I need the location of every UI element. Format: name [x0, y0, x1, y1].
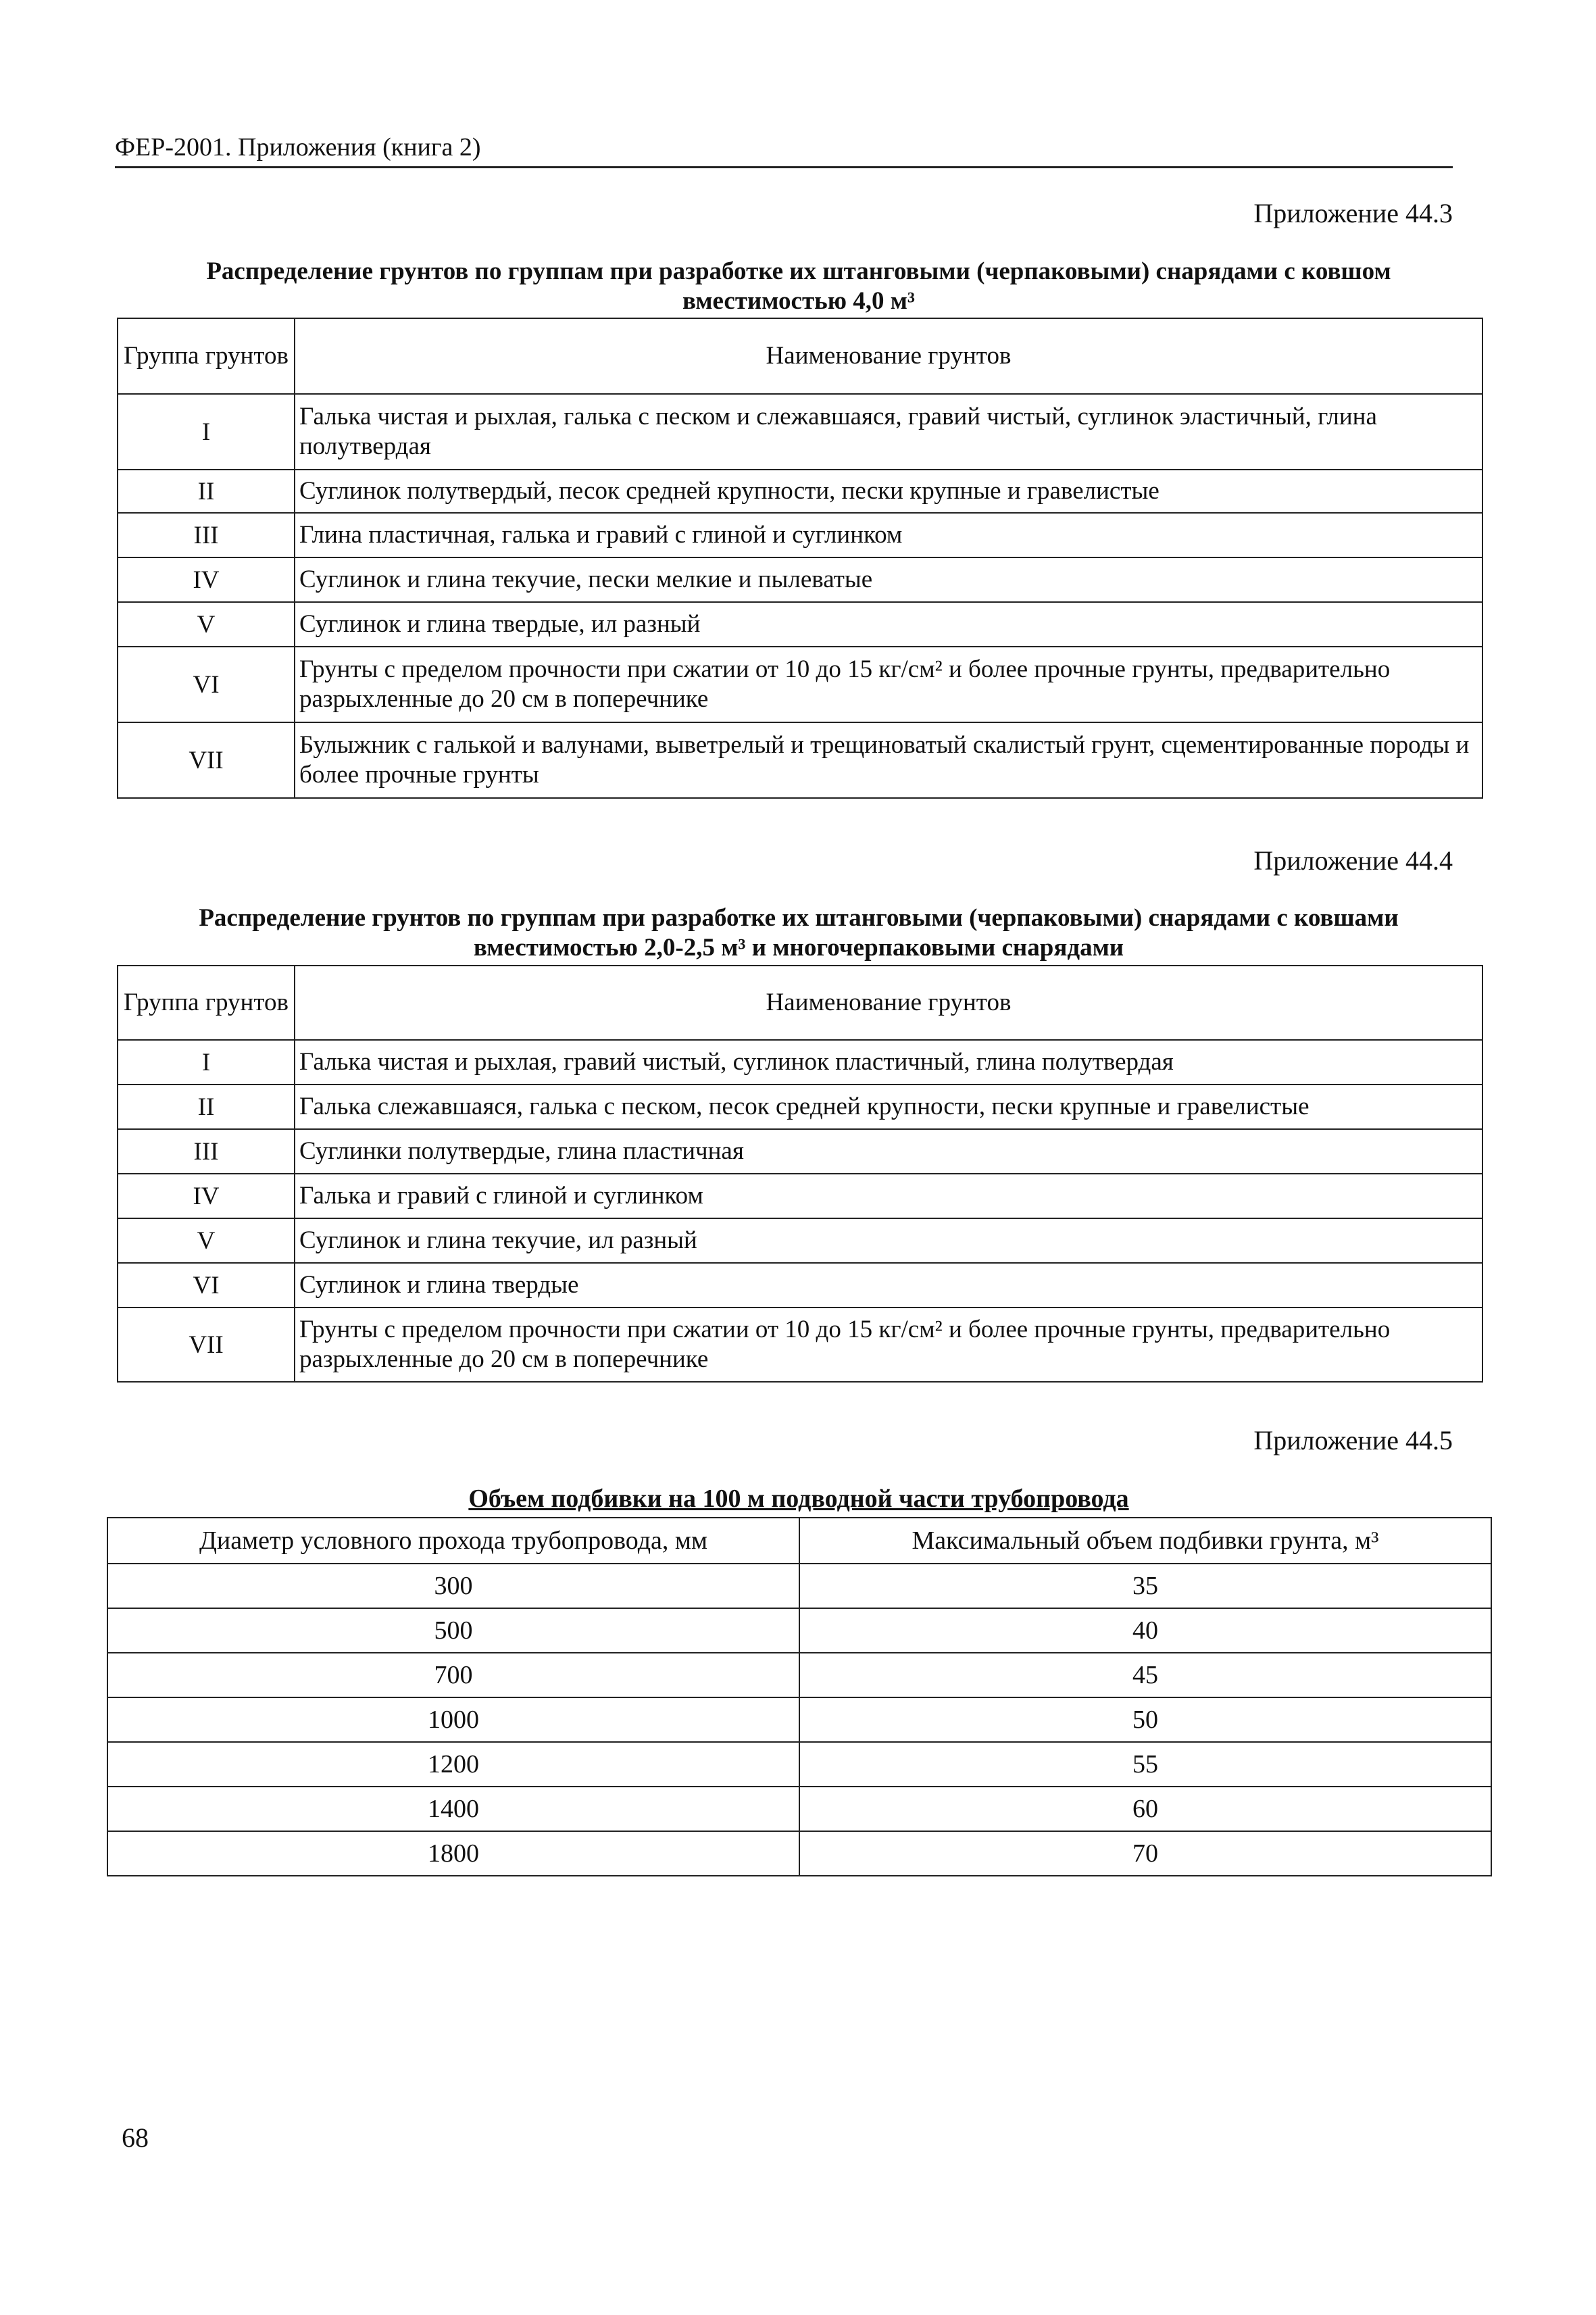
group-cell: II	[118, 1085, 295, 1129]
table-row	[107, 1608, 1491, 1653]
appendix-44-5-title: Объем подбивки на 100 м подводной части трубопровода	[468, 1485, 1129, 1513]
col-header-diameter: Диаметр условного прохода трубопровода, мм	[107, 1518, 799, 1564]
table-row	[118, 602, 1482, 647]
volume-cell: 50	[799, 1697, 1491, 1742]
group-cell: VII	[118, 1308, 295, 1382]
group-cell: I	[118, 394, 295, 470]
group-cell: V	[118, 1218, 295, 1263]
col-header-group: Группа грунтов	[118, 966, 295, 1040]
title-line-1: Распределение грунтов по группам при разработке их штанговыми (черпаковыми) снарядами с ковшами	[199, 904, 1399, 932]
soil-name-cell: Суглинок и глина текучие, пески мелкие и пылеватые	[295, 557, 1482, 602]
soil-name-cell: Глина пластичная, галька и гравий с глиной и суглинком	[295, 513, 1482, 557]
diameter-cell: 1800	[107, 1831, 799, 1876]
soil-name-cell: Галька чистая и рыхлая, галька с песком и слежавшаяся, гравий чистый, суглинок эластичный, глина полутвердая	[295, 394, 1482, 470]
appendix-44-4-label: Приложение 44.4	[1253, 845, 1453, 876]
table-row	[118, 1263, 1482, 1308]
col-header-name: Наименование грунтов	[295, 318, 1482, 394]
table-row	[118, 1129, 1482, 1174]
soil-name-cell: Галька слежавшаяся, галька с песком, песок средней крупности, пески крупные и гравелистые	[295, 1085, 1482, 1129]
group-cell: VII	[118, 722, 295, 798]
group-cell: III	[118, 513, 295, 557]
soil-name-cell: Суглинок и глина твердые, ил разный	[295, 602, 1482, 647]
soil-name-cell: Галька чистая и рыхлая, гравий чистый, суглинок пластичный, глина полутвердая	[295, 1040, 1482, 1085]
table-row	[118, 722, 1482, 798]
appendix-44-5-label: Приложение 44.5	[1253, 1425, 1453, 1455]
title-line-2: вместимостью 4,0 м³	[682, 287, 916, 315]
group-cell: IV	[118, 557, 295, 602]
group-cell: IV	[118, 1174, 295, 1218]
table-row	[107, 1697, 1491, 1742]
diameter-cell: 700	[107, 1653, 799, 1697]
table-row	[118, 1174, 1482, 1218]
table-row	[107, 1653, 1491, 1697]
title-line-1: Распределение грунтов по группам при разработке их штанговыми (черпаковыми) снарядами с ковшом	[206, 257, 1391, 285]
running-header: ФЕР-2001. Приложения (книга 2)	[115, 132, 1453, 168]
diameter-cell: 300	[107, 1564, 799, 1608]
soil-name-cell: Суглинок и глина твердые	[295, 1263, 1482, 1308]
soil-groups-table-44-3	[117, 318, 1483, 799]
appendix-44-4-title	[115, 903, 1482, 963]
table-row	[107, 1742, 1491, 1787]
col-header-group: Группа грунтов	[118, 318, 295, 394]
volume-cell: 55	[799, 1742, 1491, 1787]
table-row	[118, 1040, 1482, 1085]
soil-name-cell: Суглинок полутвердый, песок средней крупности, пески крупные и гравелистые	[295, 470, 1482, 513]
volume-cell: 70	[799, 1831, 1491, 1876]
soil-name-cell: Галька и гравий с глиной и суглинком	[295, 1174, 1482, 1218]
soil-name-cell: Суглинок и глина текучие, ил разный	[295, 1218, 1482, 1263]
table-row	[118, 513, 1482, 557]
table-row	[107, 1564, 1491, 1608]
col-header-volume: Максимальный объем подбивки грунта, м³	[799, 1518, 1491, 1564]
soil-name-cell: Грунты с пределом прочности при сжатии от 10 до 15 кг/см² и более прочные грунты, предварительно разрыхленные до 20 см в поперечнике	[295, 1308, 1482, 1382]
title-line-2: вместимостью 2,0-2,5 м³ и многочерпаковыми снарядами	[473, 934, 1124, 962]
group-cell: II	[118, 470, 295, 513]
volume-cell: 35	[799, 1564, 1491, 1608]
group-cell: I	[118, 1040, 295, 1085]
diameter-cell: 1200	[107, 1742, 799, 1787]
group-cell: VI	[118, 647, 295, 722]
table-row	[107, 1787, 1491, 1831]
appendix-44-3-label: Приложение 44.3	[1253, 198, 1453, 228]
soil-name-cell: Суглинки полутвердые, глина пластичная	[295, 1129, 1482, 1174]
table-row	[107, 1831, 1491, 1876]
page-number: 68	[122, 2122, 149, 2153]
padding-volume-table	[107, 1517, 1492, 1876]
diameter-cell: 500	[107, 1608, 799, 1653]
soil-name-cell: Грунты с пределом прочности при сжатии от 10 до 15 кг/см² и более прочные грунты, предварительно разрыхленные до 20 см в поперечнике	[295, 647, 1482, 722]
diameter-cell: 1000	[107, 1697, 799, 1742]
group-cell: III	[118, 1129, 295, 1174]
group-cell: VI	[118, 1263, 295, 1308]
diameter-cell: 1400	[107, 1787, 799, 1831]
table-row	[118, 1085, 1482, 1129]
volume-cell: 45	[799, 1653, 1491, 1697]
table-row	[118, 1308, 1482, 1382]
table-row	[118, 647, 1482, 722]
group-cell: V	[118, 602, 295, 647]
table-row	[118, 470, 1482, 513]
soil-groups-table-44-4	[117, 965, 1483, 1383]
appendix-44-3-title	[115, 257, 1482, 316]
volume-cell: 40	[799, 1608, 1491, 1653]
table-row	[118, 1218, 1482, 1263]
soil-name-cell: Булыжник с галькой и валунами, выветрелый и трещиноватый скалистый грунт, сцементированные породы и более прочные грунты	[295, 722, 1482, 798]
table-row	[118, 394, 1482, 470]
col-header-name: Наименование грунтов	[295, 966, 1482, 1040]
volume-cell: 60	[799, 1787, 1491, 1831]
table-row	[118, 557, 1482, 602]
